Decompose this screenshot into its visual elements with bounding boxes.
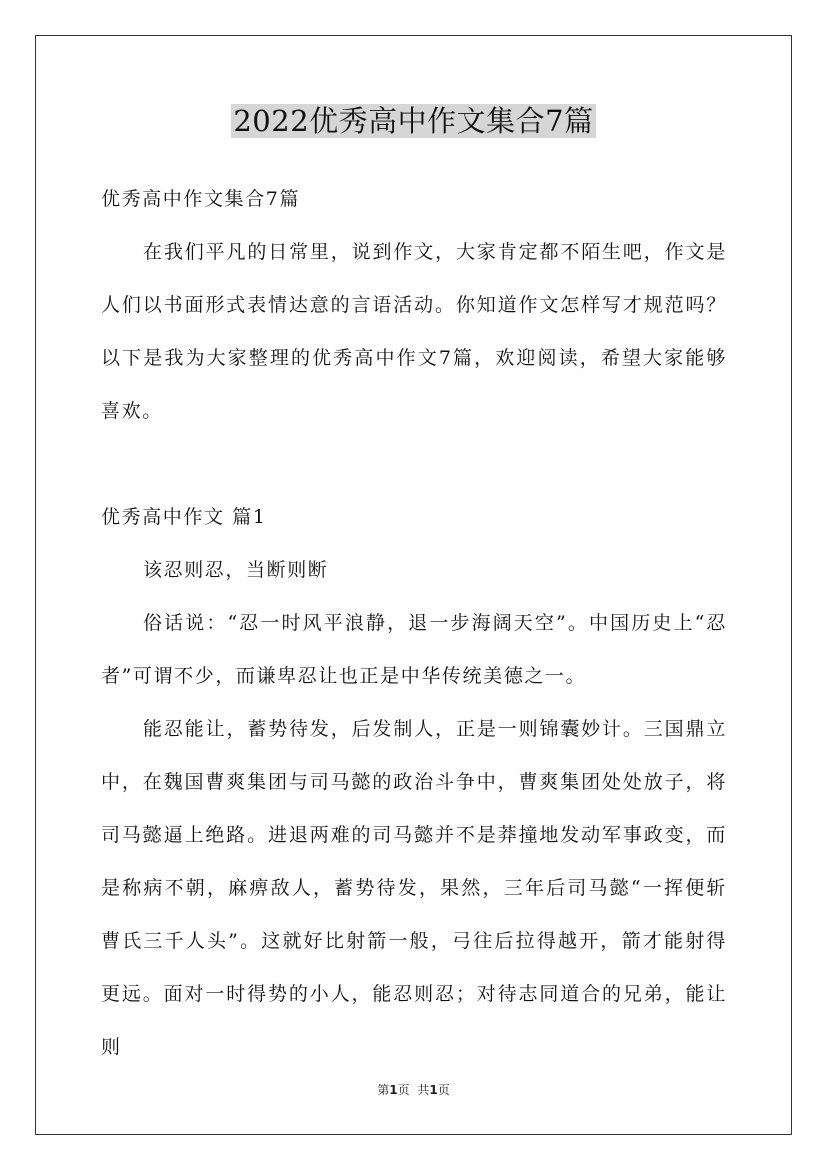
total-label-prefix: 共 (417, 1083, 430, 1097)
section-heading: 优秀高中作文 篇1 (101, 506, 267, 528)
document-title-wrap (0, 100, 827, 142)
essay-paragraph-2: 能忍能让，蓄势待发，后发制人，正是一则锦囊妙计。三国鼎立中，在魏国曹爽集团与司马懿的政治斗争中，曹爽集团处处放子，将司马懿逼上绝路。进退两难的司马懿并不是莽撞地发动军事政变，而是称病不朝，麻痹敌人，蓄势待发，果然，三年后司马懿“一挥便斩曹氏三千人头”。这就好比射箭一般，弓往后拉得越开，箭才能射得更远。面对一时得势的小人，能忍则忍；对待志同道合的兄弟，能让则 (101, 718, 727, 1058)
page-number: 1 (389, 1083, 398, 1097)
total-label-suffix: 页 (437, 1083, 450, 1097)
total-pages: 1 (429, 1083, 438, 1097)
page-label-suffix: 页 (397, 1083, 410, 1097)
essay-paragraph-1: 俗话说：“忍一时风平浪静，退一步海阔天空”。中国历史上“忍者”可谓不少，而谦卑忍让也正是中华传统美德之一。 (101, 612, 727, 687)
paragraph-gap (101, 438, 727, 491)
essay-title: 该忍则忍，当断则断 (143, 559, 329, 581)
document-title: 2022优秀高中作文集合7篇 (233, 104, 594, 138)
page-footer (0, 1081, 827, 1098)
intro-paragraph: 在我们平凡的日常里，说到作文，大家肯定都不陌生吧，作文是人们以书面形式表情达意的言语活动。你知道作文怎样写才规范吗？以下是我为大家整理的优秀高中作文7篇，欢迎阅读，希望大家能够喜欢。 (101, 241, 727, 422)
document-subtitle: 优秀高中作文集合7篇 (101, 188, 301, 210)
document-body (101, 173, 727, 1074)
page-label-prefix: 第 (377, 1083, 390, 1097)
